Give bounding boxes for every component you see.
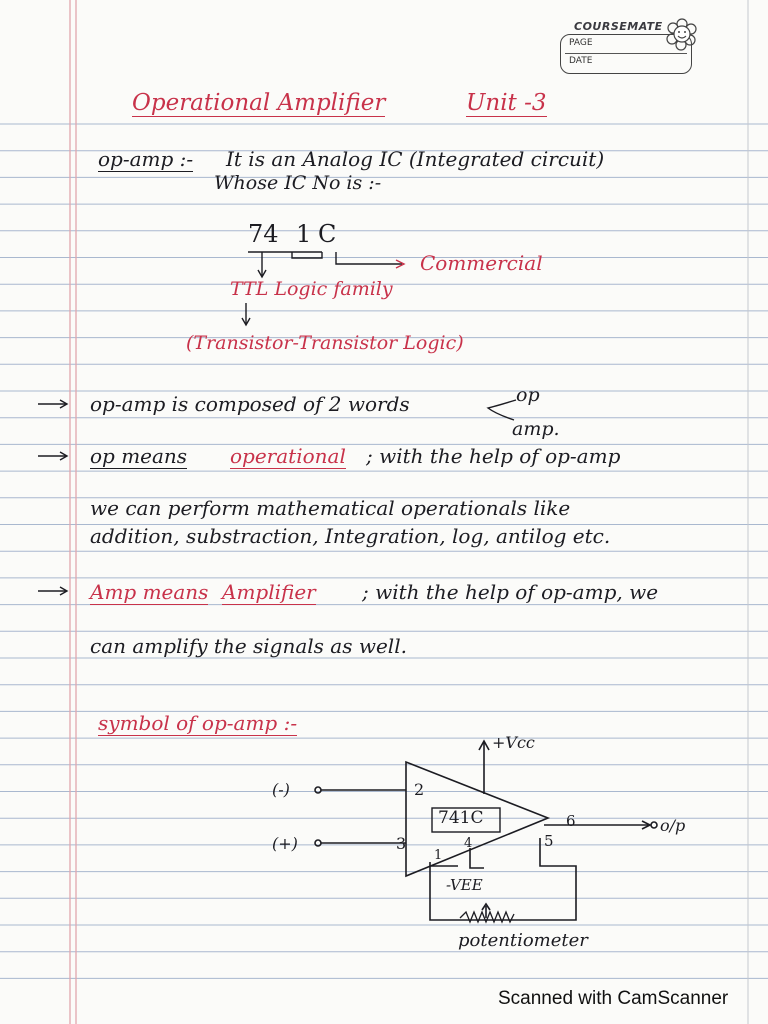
point2-perform: we can perform mathematical operationals like	[90, 496, 571, 520]
pin-5: 5	[544, 832, 554, 850]
potentiometer-label: potentiometer	[458, 930, 588, 951]
point1-text: op-amp is composed of 2 words	[90, 392, 410, 416]
title-main: Operational Amplifier	[132, 90, 386, 116]
title-unit: Unit -3	[466, 90, 547, 116]
point3-amplify: can amplify the signals as well.	[90, 634, 407, 658]
ic-code-1: 1	[296, 220, 312, 248]
pin-4: 4	[464, 836, 473, 851]
pin-3: 3	[396, 834, 407, 853]
vcc-label: +Vcc	[492, 733, 535, 752]
chip-label: 741C	[438, 808, 484, 828]
ic-commercial: Commercial	[420, 251, 543, 275]
point1-word-amp: amp.	[512, 418, 560, 440]
point3-amplifier: Amplifier	[222, 580, 316, 604]
brand-text: COURSEMATE	[574, 20, 663, 33]
point1-word-op: op	[516, 384, 540, 406]
pin-6: 6	[566, 812, 576, 830]
point2-list: addition, substraction, Integration, log, antilog etc.	[90, 524, 611, 548]
inverting-input-label: (-)	[272, 780, 290, 799]
scanner-watermark: Scanned with CamScanner	[498, 988, 729, 1009]
definition-term: op-amp :-	[98, 147, 194, 171]
point3-amp-means: Amp means	[90, 580, 209, 604]
date-label: DATE	[569, 56, 593, 66]
point2-operational: operational	[230, 444, 346, 468]
definition-line2: Whose IC No is :-	[214, 172, 382, 194]
vee-label: -VEE	[446, 876, 483, 894]
ic-expansion: (Transistor-Transistor Logic)	[186, 332, 464, 354]
point3-help: ; with the help of op-amp, we	[362, 580, 659, 604]
symbol-heading: symbol of op-amp :-	[98, 711, 298, 735]
pin-1: 1	[434, 848, 443, 863]
point2-help: ; with the help of op-amp	[366, 444, 621, 468]
definition-line1: It is an Analog IC (Integrated circuit)	[226, 147, 605, 171]
pin-2: 2	[414, 780, 425, 799]
page-label: PAGE	[569, 38, 593, 48]
noninverting-input-label: (+)	[272, 834, 298, 853]
ic-ttl: TTL Logic family	[230, 278, 393, 300]
ic-code-c: C	[318, 220, 337, 248]
ic-code-74: 74	[248, 220, 279, 248]
output-label: o/p	[660, 816, 686, 835]
point2-op-means: op means	[90, 444, 188, 468]
